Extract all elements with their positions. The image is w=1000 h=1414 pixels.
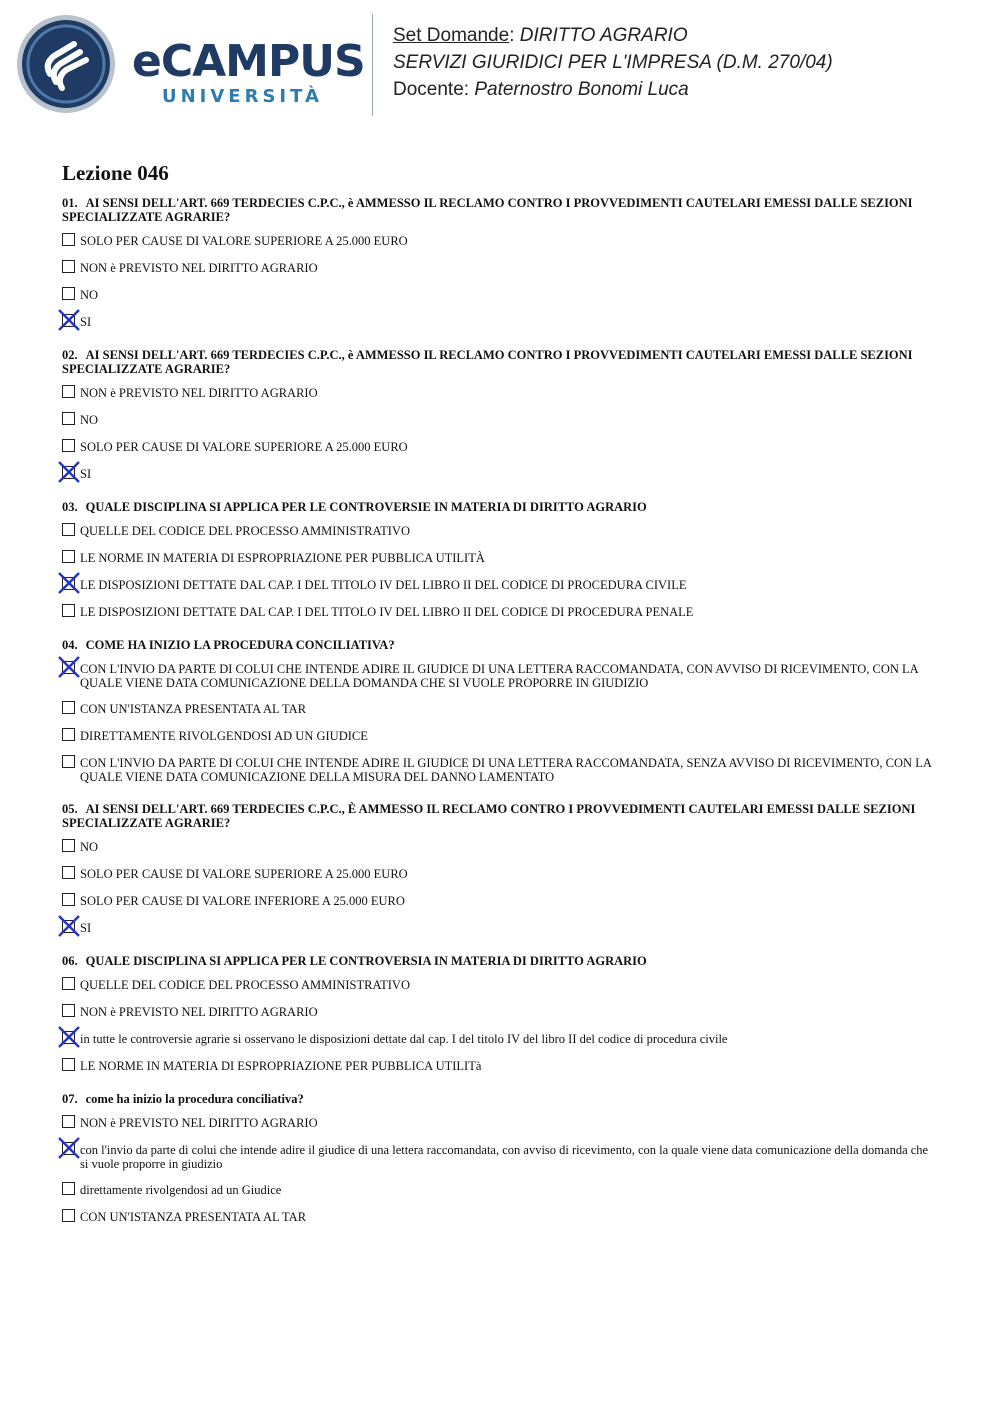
question — [62, 348, 938, 482]
answer-text: CON UN'ISTANZA PRESENTATA AL TAR — [80, 1210, 307, 1224]
answer-checkbox[interactable] — [62, 701, 75, 714]
answer-text: SOLO PER CAUSE DI VALORE SUPERIORE A 25.000 EURO — [80, 234, 408, 248]
teacher-label: Docente: — [393, 79, 470, 100]
question — [62, 196, 938, 330]
question-number: 01. — [62, 196, 78, 210]
answer-checkbox[interactable] — [62, 893, 75, 906]
subject-line: Set Domande: DIRITTO AGRARIO — [393, 25, 688, 46]
answer-option[interactable] — [62, 288, 938, 303]
question-text — [62, 638, 938, 652]
answer-checkbox[interactable] — [62, 977, 75, 990]
answer-option[interactable] — [62, 234, 938, 249]
answer-checkbox[interactable] — [62, 604, 75, 617]
answer-text: SOLO PER CAUSE DI VALORE INFERIORE A 25.000 EURO — [80, 894, 405, 908]
header-info — [393, 22, 833, 103]
question — [62, 802, 938, 936]
answer-option[interactable] — [62, 756, 938, 784]
answer-text: QUELLE DEL CODICE DEL PROCESSO AMMINISTRATIVO — [80, 978, 410, 992]
question-text — [62, 954, 938, 968]
answer-option[interactable] — [62, 1210, 938, 1225]
course: SERVIZI GIURIDICI PER L'IMPRESA (D.M. 270/04) — [393, 52, 833, 73]
question-number: 05. — [62, 802, 78, 816]
answer-text: NON è PREVISTO NEL DIRITTO AGRARIO — [80, 1005, 318, 1019]
answer-checkbox[interactable] — [62, 661, 75, 674]
answer-checkbox[interactable] — [62, 1004, 75, 1017]
question-label: COME HA INIZIO LA PROCEDURA CONCILIATIVA? — [85, 638, 395, 652]
answer-checkbox[interactable] — [62, 523, 75, 536]
answer-checkbox[interactable] — [62, 1058, 75, 1071]
answer-text: direttamente rivolgendosi ad un Giudice — [80, 1183, 282, 1197]
question-label: come ha inizio la procedura conciliativa? — [85, 1092, 304, 1106]
answer-text: CON L'INVIO DA PARTE DI COLUI CHE INTENDE ADIRE IL GIUDICE DI UNA LETTERA RACCOMANDATA, SENZA AVVISO DI RICEVIMENTO, CON LA QUALE VIENE DATA COMUNICAZIONE DELLA MISURA DEL DANNO LAMENTATO — [80, 756, 932, 784]
answer-checkbox[interactable] — [62, 1182, 75, 1195]
answer-checkbox[interactable] — [62, 577, 75, 590]
answer-checkbox[interactable] — [62, 550, 75, 563]
question — [62, 638, 938, 784]
answer-option[interactable] — [62, 1143, 938, 1171]
question-list — [62, 196, 938, 1243]
question-number: 07. — [62, 1092, 78, 1106]
answer-option[interactable] — [62, 1032, 938, 1047]
answer-checkbox[interactable] — [62, 1209, 75, 1222]
answer-checkbox[interactable] — [62, 385, 75, 398]
answer-option[interactable] — [62, 978, 938, 993]
answer-text: SI — [80, 467, 92, 481]
question-label: AI SENSI DELL'ART. 669 TERDECIES C.P.C., è AMMESSO IL RECLAMO CONTRO I PROVVEDIMENTI CAUTELARI EMESSI DALLE SEZIONI SPECIALIZZATE AGRARIE? — [62, 348, 913, 376]
answer-checkbox[interactable] — [62, 1115, 75, 1128]
answer-text: NO — [80, 840, 99, 854]
answer-option[interactable] — [62, 467, 938, 482]
answer-text: LE DISPOSIZIONI DETTATE DAL CAP. I DEL TITOLO IV DEL LIBRO II DEL CODICE DI PROCEDURA CIVILE — [80, 578, 687, 592]
answer-text: LE DISPOSIZIONI DETTATE DAL CAP. I DEL TITOLO IV DEL LIBRO II DEL CODICE DI PROCEDURA PENALE — [80, 605, 694, 619]
question-text — [62, 500, 938, 514]
ecampus-wordmark — [132, 36, 365, 110]
question — [62, 954, 938, 1074]
answer-checkbox[interactable] — [62, 412, 75, 425]
answer-checkbox[interactable] — [62, 260, 75, 273]
answer-option[interactable] — [62, 524, 938, 539]
teacher: Paternostro Bonomi Luca — [474, 79, 689, 100]
answer-text: LE NORME IN MATERIA DI ESPROPRIAZIONE PER PUBBLICA UTILITÀ — [80, 551, 485, 565]
question-number: 02. — [62, 348, 78, 362]
answer-option[interactable] — [62, 867, 938, 882]
answer-checkbox[interactable] — [62, 755, 75, 768]
answer-text: SI — [80, 921, 92, 935]
answer-checkbox[interactable] — [62, 1142, 75, 1155]
teacher-line — [393, 76, 833, 103]
page-header — [0, 0, 1000, 130]
answer-text: NON è PREVISTO NEL DIRITTO AGRARIO — [80, 386, 318, 400]
answer-option[interactable] — [62, 702, 938, 717]
answer-text: CON L'INVIO DA PARTE DI COLUI CHE INTENDE ADIRE IL GIUDICE DI UNA LETTERA RACCOMANDATA, CON AVVISO DI RICEVIMENTO, CON LA QUALE VIENE DATA COMUNICAZIONE DELLA DOMANDA CHE SI VUOLE PROPORRE IN GIUDIZIO — [80, 662, 918, 690]
answer-checkbox[interactable] — [62, 314, 75, 327]
answer-text: con l'invio da parte di colui che intende adire il giudice di una lettera raccomandata, con avviso di ricevimento, con la quale viene data comunicazione della domanda che si vuole proporre in giudizio — [80, 1143, 929, 1171]
question-label: AI SENSI DELL'ART. 669 TERDECIES C.P.C., è AMMESSO IL RECLAMO CONTRO I PROVVEDIMENTI CAUTELARI EMESSI DALLE SEZIONI SPECIALIZZATE AGRARIE? — [62, 196, 913, 224]
answer-text: NO — [80, 288, 99, 302]
question — [62, 1092, 938, 1225]
answer-option[interactable] — [62, 578, 938, 593]
answer-option[interactable] — [62, 1059, 938, 1074]
answer-text: in tutte le controversie agrarie si osservano le disposizioni dettate dal cap. I del titolo IV del libro II del codice di procedura civile — [80, 1032, 728, 1046]
answer-option[interactable] — [62, 921, 938, 936]
answer-option[interactable] — [62, 315, 938, 330]
answer-option[interactable] — [62, 605, 938, 620]
question-label: AI SENSI DELL'ART. 669 TERDECIES C.P.C., È AMMESSO IL RECLAMO CONTRO I PROVVEDIMENTI CAUTELARI EMESSI DALLE SEZIONI SPECIALIZZATE AGRARIE? — [62, 802, 916, 830]
answer-checkbox[interactable] — [62, 466, 75, 479]
question-text — [62, 348, 938, 376]
brand-sub: UNIVERSITÀ — [162, 86, 323, 107]
answer-option[interactable] — [62, 729, 938, 744]
answer-option[interactable] — [62, 840, 938, 855]
answer-checkbox[interactable] — [62, 1031, 75, 1044]
answer-checkbox[interactable] — [62, 728, 75, 741]
subject: DIRITTO AGRARIO — [519, 25, 688, 46]
header-divider — [372, 14, 373, 116]
brand-main: eCAMPUS — [132, 36, 365, 87]
answer-option[interactable] — [62, 413, 938, 428]
set-label: Set Domande — [393, 25, 510, 46]
question-number: 03. — [62, 500, 78, 514]
question-number: 06. — [62, 954, 78, 968]
answer-text: SOLO PER CAUSE DI VALORE SUPERIORE A 25.000 EURO — [80, 440, 408, 454]
answer-checkbox[interactable] — [62, 287, 75, 300]
answer-checkbox[interactable] — [62, 866, 75, 879]
answer-checkbox[interactable] — [62, 920, 75, 933]
answer-option[interactable] — [62, 261, 938, 276]
answer-option[interactable] — [62, 1183, 938, 1198]
answer-checkbox[interactable] — [62, 439, 75, 452]
answer-text: NON è PREVISTO NEL DIRITTO AGRARIO — [80, 1116, 318, 1130]
answer-option[interactable] — [62, 551, 938, 566]
answer-checkbox[interactable] — [62, 233, 75, 246]
answer-checkbox[interactable] — [62, 839, 75, 852]
question-text — [62, 1092, 938, 1106]
answer-option[interactable] — [62, 1116, 938, 1131]
answer-option[interactable] — [62, 662, 938, 690]
question-label: QUALE DISCIPLINA SI APPLICA PER LE CONTROVERSIE IN MATERIA DI DIRITTO AGRARIO — [85, 500, 647, 514]
answer-text: SI — [80, 315, 92, 329]
lesson-title: Lezione 046 — [62, 161, 169, 185]
question-label: QUALE DISCIPLINA SI APPLICA PER LE CONTROVERSIA IN MATERIA DI DIRITTO AGRARIO — [85, 954, 647, 968]
question-text — [62, 196, 938, 224]
answer-text: NO — [80, 413, 99, 427]
question-text — [62, 802, 938, 830]
answer-text: QUELLE DEL CODICE DEL PROCESSO AMMINISTRATIVO — [80, 524, 410, 538]
answer-text: SOLO PER CAUSE DI VALORE SUPERIORE A 25.000 EURO — [80, 867, 408, 881]
answer-option[interactable] — [62, 440, 938, 455]
course-line — [393, 49, 833, 76]
answer-text: LE NORME IN MATERIA DI ESPROPRIAZIONE PER PUBBLICA UTILITà — [80, 1059, 482, 1073]
answer-option[interactable] — [62, 386, 938, 401]
answer-text: NON è PREVISTO NEL DIRITTO AGRARIO — [80, 261, 318, 275]
question-number: 04. — [62, 638, 78, 652]
answer-option[interactable] — [62, 894, 938, 909]
answer-option[interactable] — [62, 1005, 938, 1020]
ecampus-logo-icon — [16, 14, 116, 114]
answer-text: CON UN'ISTANZA PRESENTATA AL TAR — [80, 702, 307, 716]
answer-text: DIRETTAMENTE RIVOLGENDOSI AD UN GIUDICE — [80, 729, 368, 743]
question — [62, 500, 938, 620]
